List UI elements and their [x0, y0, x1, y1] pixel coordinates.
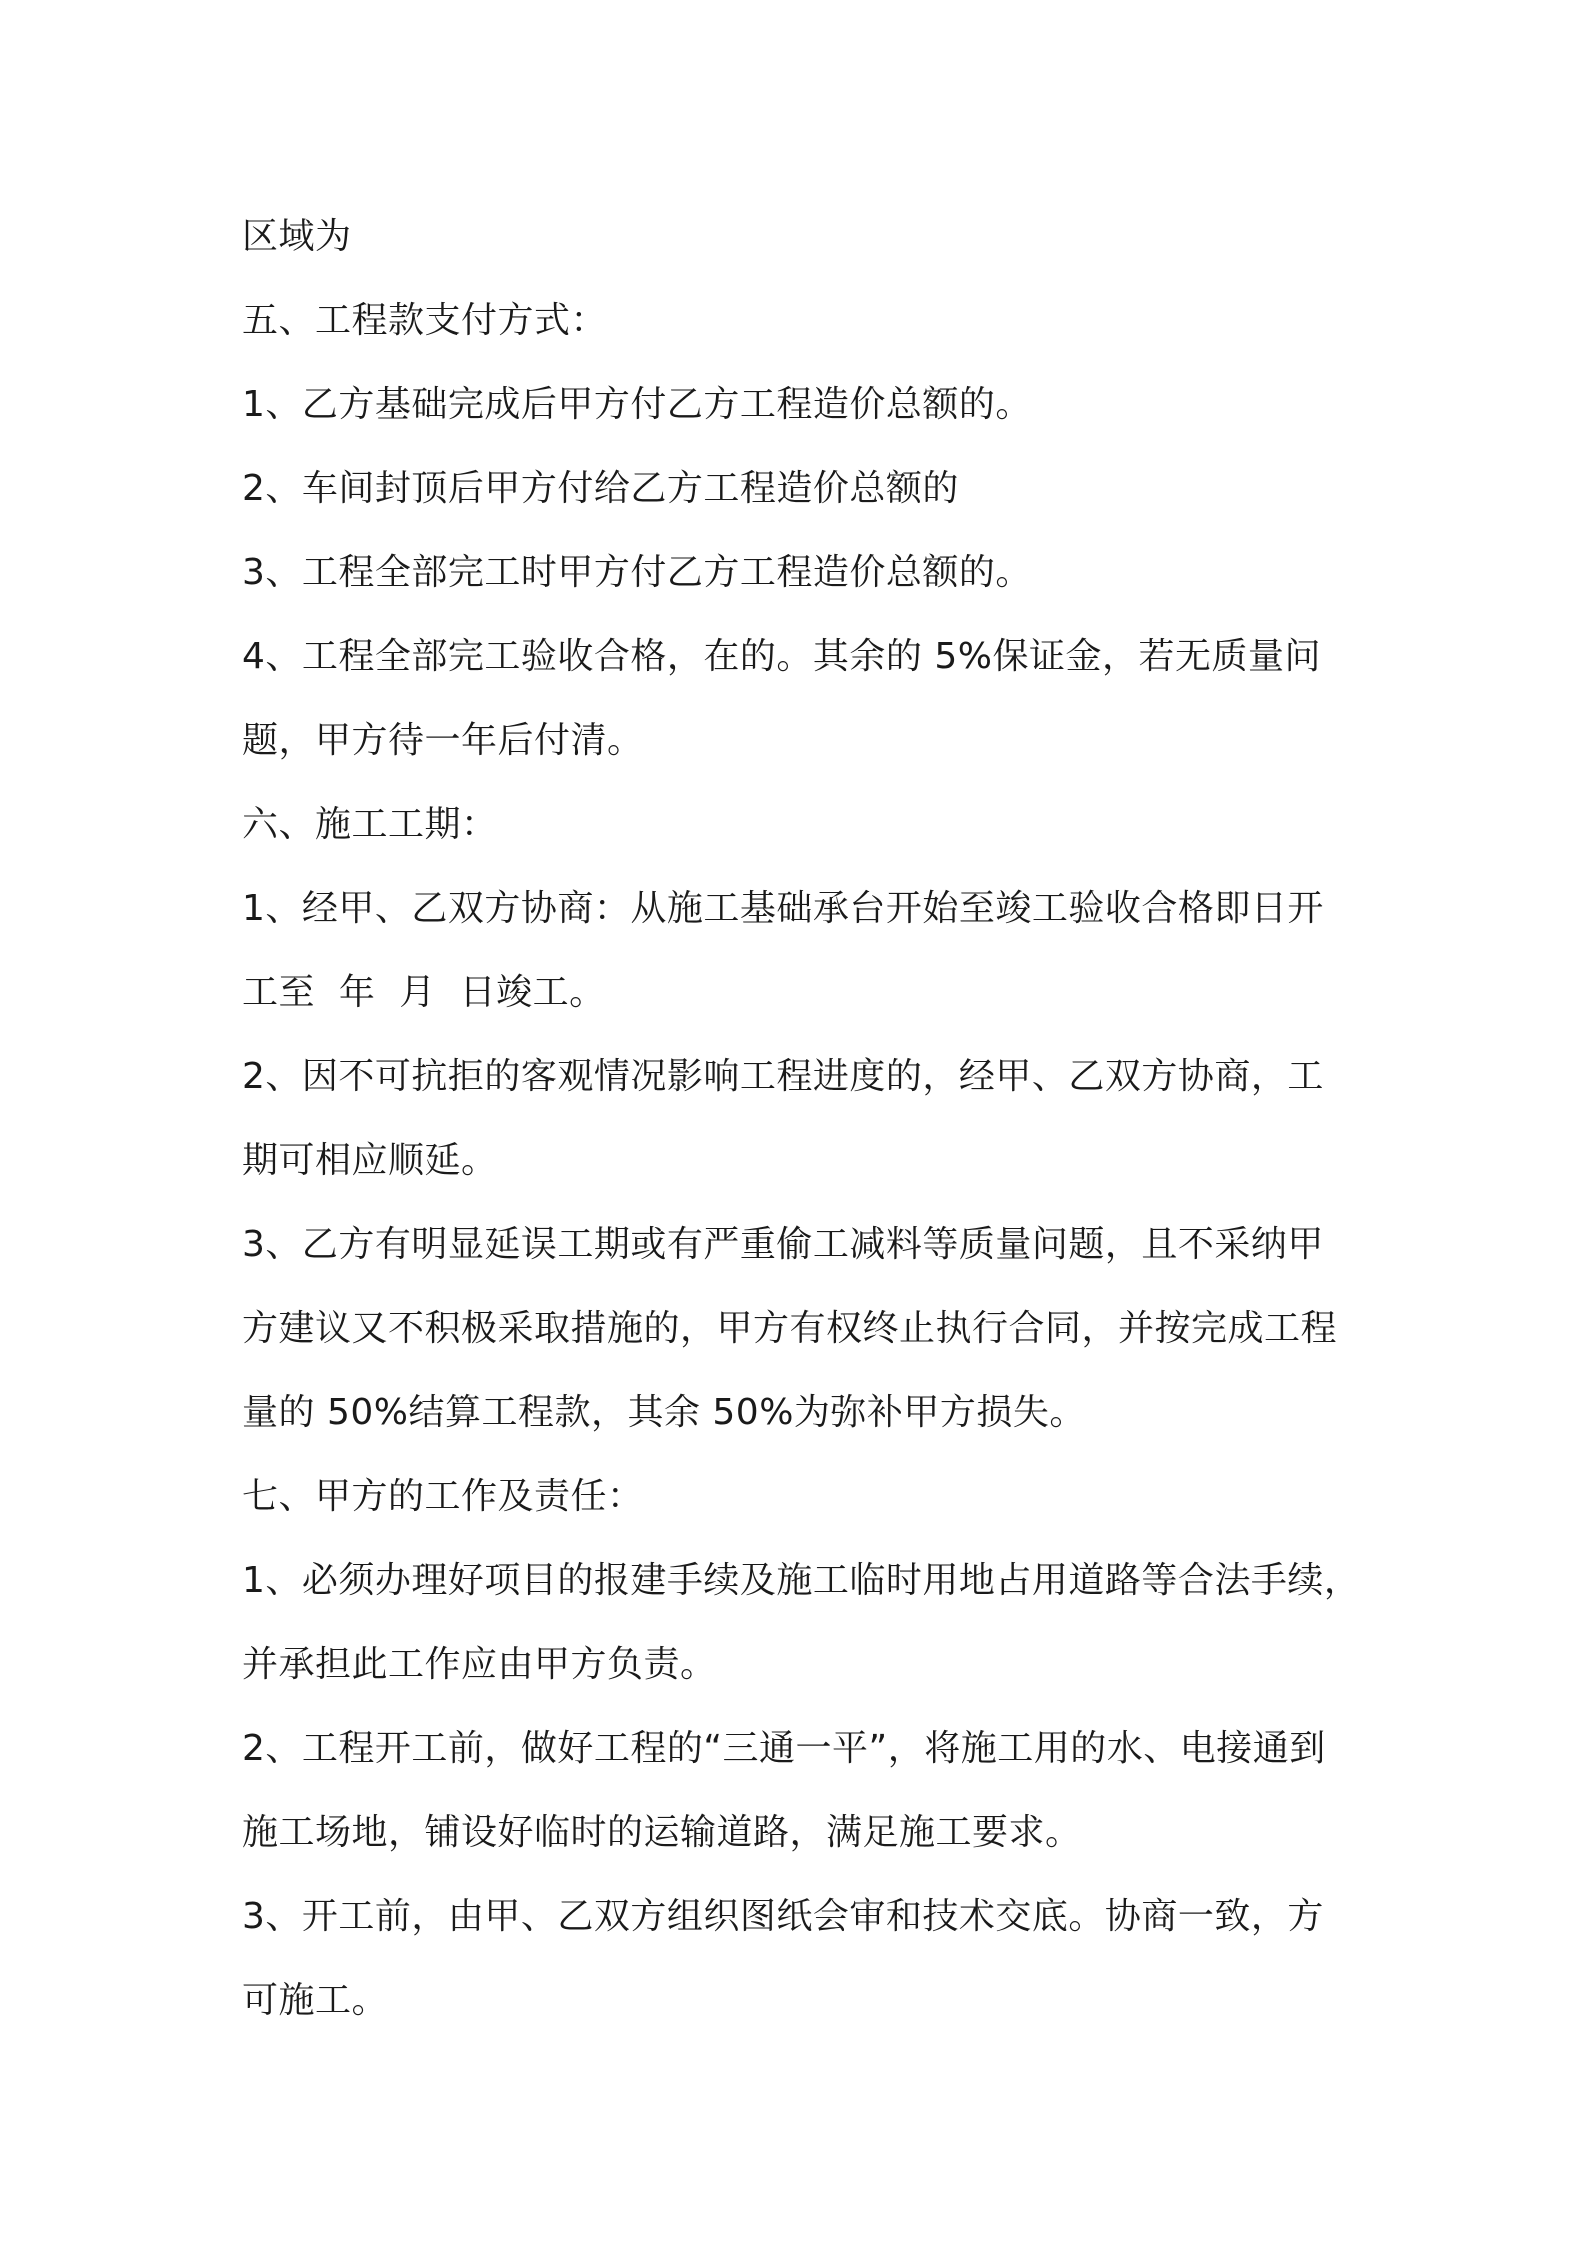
text-line: 区域为 — [242, 216, 352, 257]
text-line: 2、车间封顶后甲方付给乙方工程造价总额的 — [242, 468, 959, 509]
text-line: 工至 年 月 日竣工。 — [242, 972, 606, 1013]
text-line: 题，甲方待一年后付清。 — [242, 720, 644, 761]
section-heading: 六、施工工期： — [242, 804, 498, 845]
text-line: 1、经甲、乙双方协商：从施工基础承台开始至竣工验收合格即日开 — [242, 888, 1324, 929]
text-line: 并承担此工作应由甲方负责。 — [242, 1644, 717, 1685]
text-line: 3、工程全部完工时甲方付乙方工程造价总额的。 — [242, 552, 1032, 593]
text-line: 可施工。 — [242, 1980, 389, 2021]
text-line: 3、开工前，由甲、乙双方组织图纸会审和技术交底。协商一致，方 — [242, 1896, 1324, 1937]
section-heading: 七、甲方的工作及责任： — [242, 1476, 644, 1517]
text-line: 3、乙方有明显延误工期或有严重偷工减料等质量问题，且不采纳甲 — [242, 1224, 1324, 1265]
document-body — [242, 195, 1372, 2043]
text-line: 方建议又不积极采取措施的，甲方有权终止执行合同，并按完成工程 — [242, 1308, 1338, 1349]
text-line: 1、乙方基础完成后甲方付乙方工程造价总额的。 — [242, 384, 1032, 425]
text-line: 4、工程全部完工验收合格，在的。其余的 5%保证金，若无质量问 — [242, 636, 1321, 677]
text-line: 2、工程开工前，做好工程的“三通一平”，将施工用的水、电接通到 — [242, 1728, 1326, 1769]
text-line: 期可相应顺延。 — [242, 1140, 498, 1181]
text-line: 1、必须办理好项目的报建手续及施工临时用地占用道路等合法手续， — [242, 1560, 1361, 1601]
text-line: 2、因不可抗拒的客观情况影响工程进度的，经甲、乙双方协商，工 — [242, 1056, 1324, 1097]
section-heading: 五、工程款支付方式： — [242, 300, 608, 341]
text-line: 量的 50%结算工程款，其余 50%为弥补甲方损失。 — [242, 1392, 1086, 1433]
text-line: 施工场地，铺设好临时的运输道路，满足施工要求。 — [242, 1812, 1082, 1853]
